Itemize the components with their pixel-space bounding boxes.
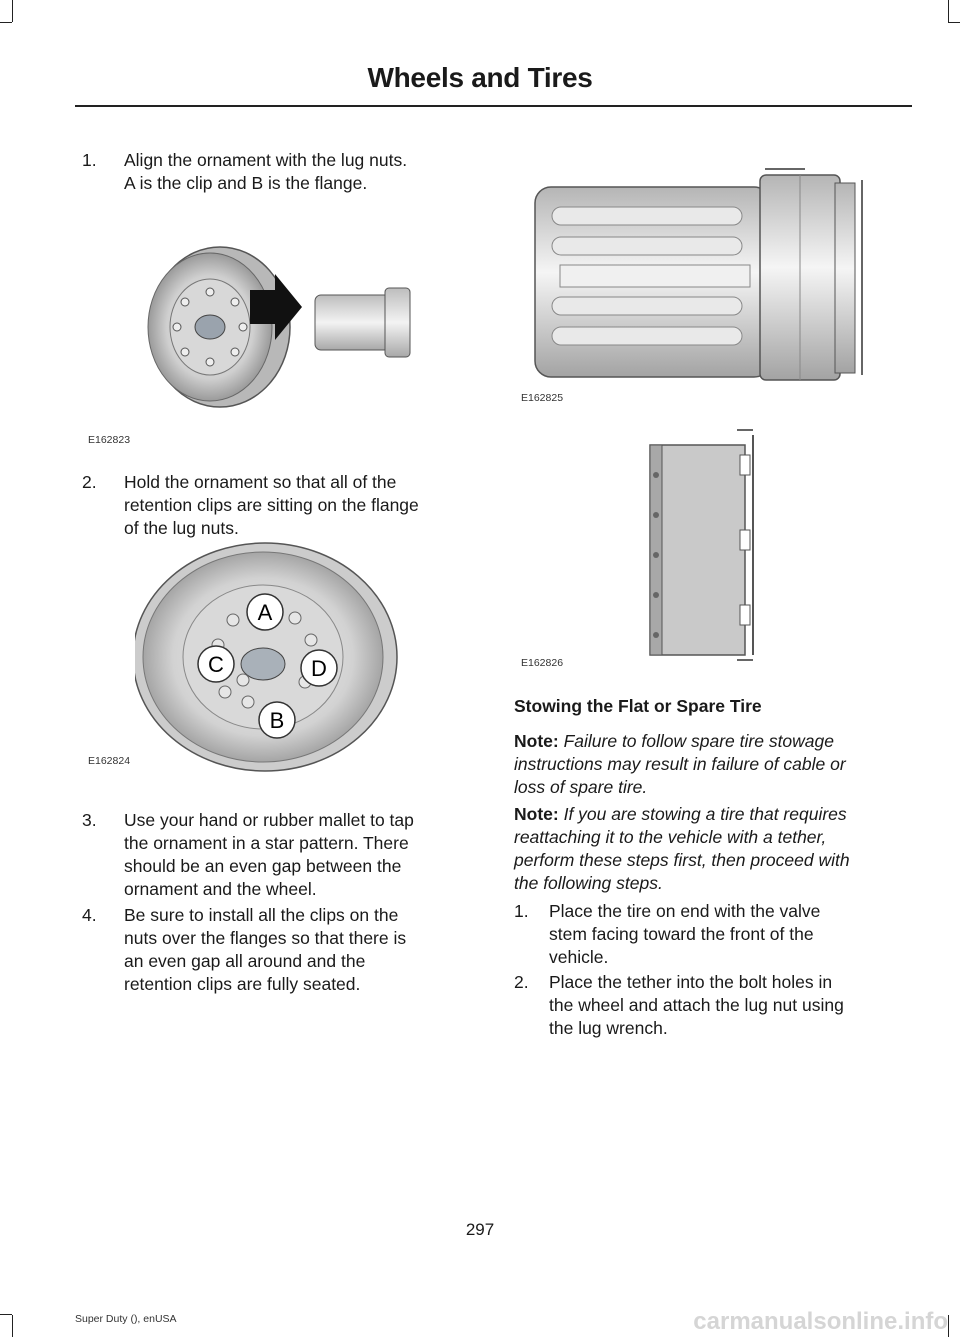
figure-id: E162823 <box>88 434 131 446</box>
step-2 <box>82 471 482 541</box>
edition-label: Super Duty (), enUSA <box>75 1313 177 1325</box>
step-text: Place the tether into the bolt holes in the wheel and attach the lug nut using the lug wrench. <box>549 972 844 1038</box>
step-text: Hold the ornament so that all of the retention clips are sitting on the flange of the lug nuts. <box>124 472 419 538</box>
crop-mark <box>948 22 960 23</box>
step-number: 4. <box>82 905 97 925</box>
label-a: A <box>257 600 273 625</box>
step-number: 1. <box>514 901 529 921</box>
page-title: Wheels and Tires <box>367 62 593 93</box>
figure-id: E162826 <box>521 657 564 669</box>
step-number: 2. <box>514 972 529 992</box>
step-number: 1. <box>82 150 97 170</box>
step-text: Align the ornament with the lug nuts. A is the clip and B is the flange. <box>124 150 408 193</box>
note-2 <box>514 803 914 895</box>
ornament-side-illustration <box>530 165 875 385</box>
label-b: B <box>269 708 285 733</box>
step-3 <box>82 809 482 904</box>
stow-step-1 <box>514 900 914 970</box>
watermark: carmanualsonline.info <box>693 1308 948 1335</box>
step-number: 3. <box>82 810 97 830</box>
section-title: Stowing the Flat or Spare Tire <box>514 696 762 716</box>
wheel-and-ornament-illustration <box>130 232 430 432</box>
label-d: D <box>311 656 327 681</box>
crop-mark <box>0 1314 12 1315</box>
note-1 <box>514 730 914 799</box>
crop-mark <box>948 0 949 22</box>
figure-id: E162824 <box>88 755 131 767</box>
step-1 <box>82 149 482 199</box>
note-label: Note: <box>514 731 559 751</box>
step-text: Place the tire on end with the valve stem facing toward the front of the vehicle. <box>549 901 821 967</box>
header-rule <box>75 105 912 107</box>
step-text: Be sure to install all the clips on the nuts over the flanges so that there is an even gap all around and the retention clips are fully seated. <box>124 905 407 994</box>
note-label: Note: <box>514 804 559 824</box>
figure-wheel-ornament-align <box>130 232 430 432</box>
clip-profile-illustration <box>645 425 770 665</box>
figure-clip-profile <box>645 425 770 665</box>
note-text: Failure to follow spare tire stowage instructions may result in failure of cable or loss of spare tire. <box>514 731 846 797</box>
figure-id: E162825 <box>521 392 564 404</box>
step-4 <box>82 904 482 999</box>
figure-ornament-side-view <box>530 165 875 385</box>
stow-step-2 <box>514 971 914 1041</box>
wheel-with-labels-illustration <box>135 540 405 772</box>
note-text: If you are stowing a tire that requires reattaching it to the vehicle with a tether, perform these steps first, then proceed with the following steps. <box>514 804 850 893</box>
figure-wheel-ornament-labeled <box>135 540 405 772</box>
crop-mark <box>0 22 12 23</box>
step-number: 2. <box>82 472 97 492</box>
page-number: 297 <box>465 1220 495 1239</box>
label-c: C <box>208 652 224 677</box>
crop-mark <box>12 0 13 22</box>
crop-mark <box>12 1315 13 1337</box>
crop-mark <box>948 1315 949 1337</box>
step-text: Use your hand or rubber mallet to tap the ornament in a star pattern. There should be an even gap between the ornament and the wheel. <box>124 810 414 899</box>
